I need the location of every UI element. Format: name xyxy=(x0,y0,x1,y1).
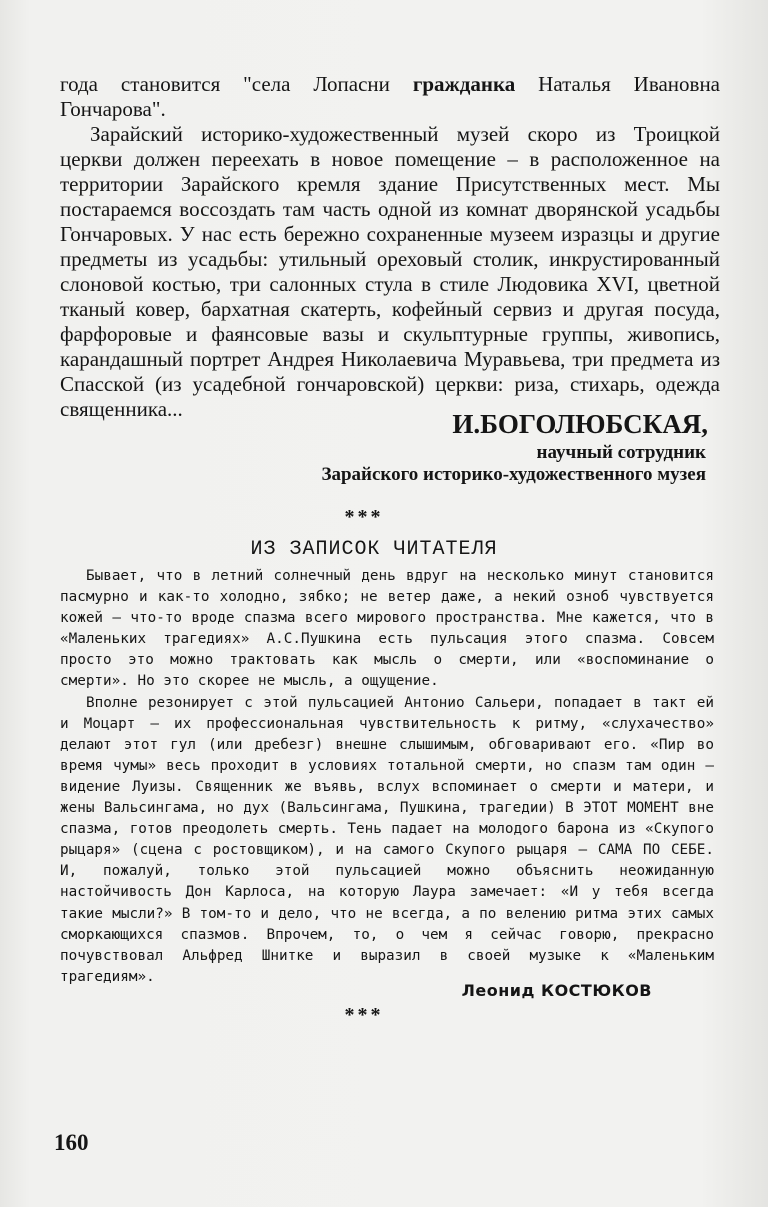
reader-notes-paragraph-1: Бывает, что в летний солнечный день вдруг на несколько минут становится пасмурно и как-то холодно, зябко; не ветер даже, а некий озноб чувствуется кожей – что-то вроде спазма всего мирового пространства. Мне кажется, что в «Маленьких трагедиях» А.С.Пушкина есть пульсация этого спазма. Совсем просто это можно трактовать как мысль о смерти, или «воспоминание о смерти». Но это скорее не мысль, а ощущение. xyxy=(60,568,714,690)
section-separator: *** xyxy=(344,506,384,528)
signature-organization: Зарайского историко-художественного музея xyxy=(321,464,706,485)
article-paragraph-1: года становится "села Лопасни гражданка Наталья Ивановна Гончарова". xyxy=(60,72,720,121)
reader-notes-author: Леонид КОСТЮКОВ xyxy=(461,981,652,1000)
reader-notes-text xyxy=(60,566,714,988)
page-number: 160 xyxy=(54,1130,89,1155)
section-heading: ИЗ ЗАПИСОК ЧИТАТЕЛЯ xyxy=(250,538,498,561)
bold-word: гражданка xyxy=(412,72,516,96)
signature-name: И.БОГОЛЮБСКАЯ, xyxy=(452,409,708,439)
article-paragraph-2: Зарайский историко-художественный музей скоро из Троицкой церкви должен переехать в новое помещение – в расположенное на территории Зарайского кремля здание Присутственных мест. Мы постараемся воссоздать там часть одной из комнат дворянской усадьбы Гончаровых. У нас есть бережно сохраненные музеем изразцы и другие предметы из усадьбы: утильный ореховый столик, инкрустированный слоновой костью, три салонных стула в стиле Людовика XVI, цветной тканый ковер, бархатная скатерть, кофейный сервиз и другая посуда, фарфоровые и фаянсовые вазы и скульптурные группы, живопись, карандашный портрет Андрея Николаевича Муравьева, три предмета из Спасской (из усадебной гончаровской) церкви: риза, стихарь, одежда священника... xyxy=(60,122,720,421)
signature-role: научный сотрудник xyxy=(536,442,706,463)
reader-notes-paragraph-2: Вполне резонирует с этой пульсацией Антонио Сальери, попадает в такт ей и Моцарт – их профессиональная чувствительность к ритму, «слухачество» делают этот гул (или дребезг) внешне слышимым, обговаривают его. «Пир во время чумы» весь проходит в условиях тотальной смерти, но спазм там один – видение Луизы. Священник же въявь, вслух вспоминает о смерти и матери, и жены Вальсингама, но дух (Вальсингама, Пушкина, трагедии) В ЭТОТ МОМЕНТ вне спазма, готов преодолеть смерть. Тень падает на молодого барона из «Скупого рыцаря» (сцена с ростовщиком), и на самого Скупого рыцаря – САМА ПО СЕБЕ. И, пожалуй, только этой пульсацией можно объяснить неожиданную настойчивость Дон Карлоса, на которую Лаура замечает: «И у тебя всегда такие мысли?» В том-то и дело, что не всегда, а по велению ритма этих самых сморкающихся спазмов. Впрочем, то, о чем я сейчас говорю, прекрасно почувствовал Альфред Шнитке и выразил в своей музыке к «Маленьким трагедиям». xyxy=(60,694,714,985)
section-separator-bottom: *** xyxy=(344,1004,384,1026)
article-text xyxy=(60,72,720,422)
